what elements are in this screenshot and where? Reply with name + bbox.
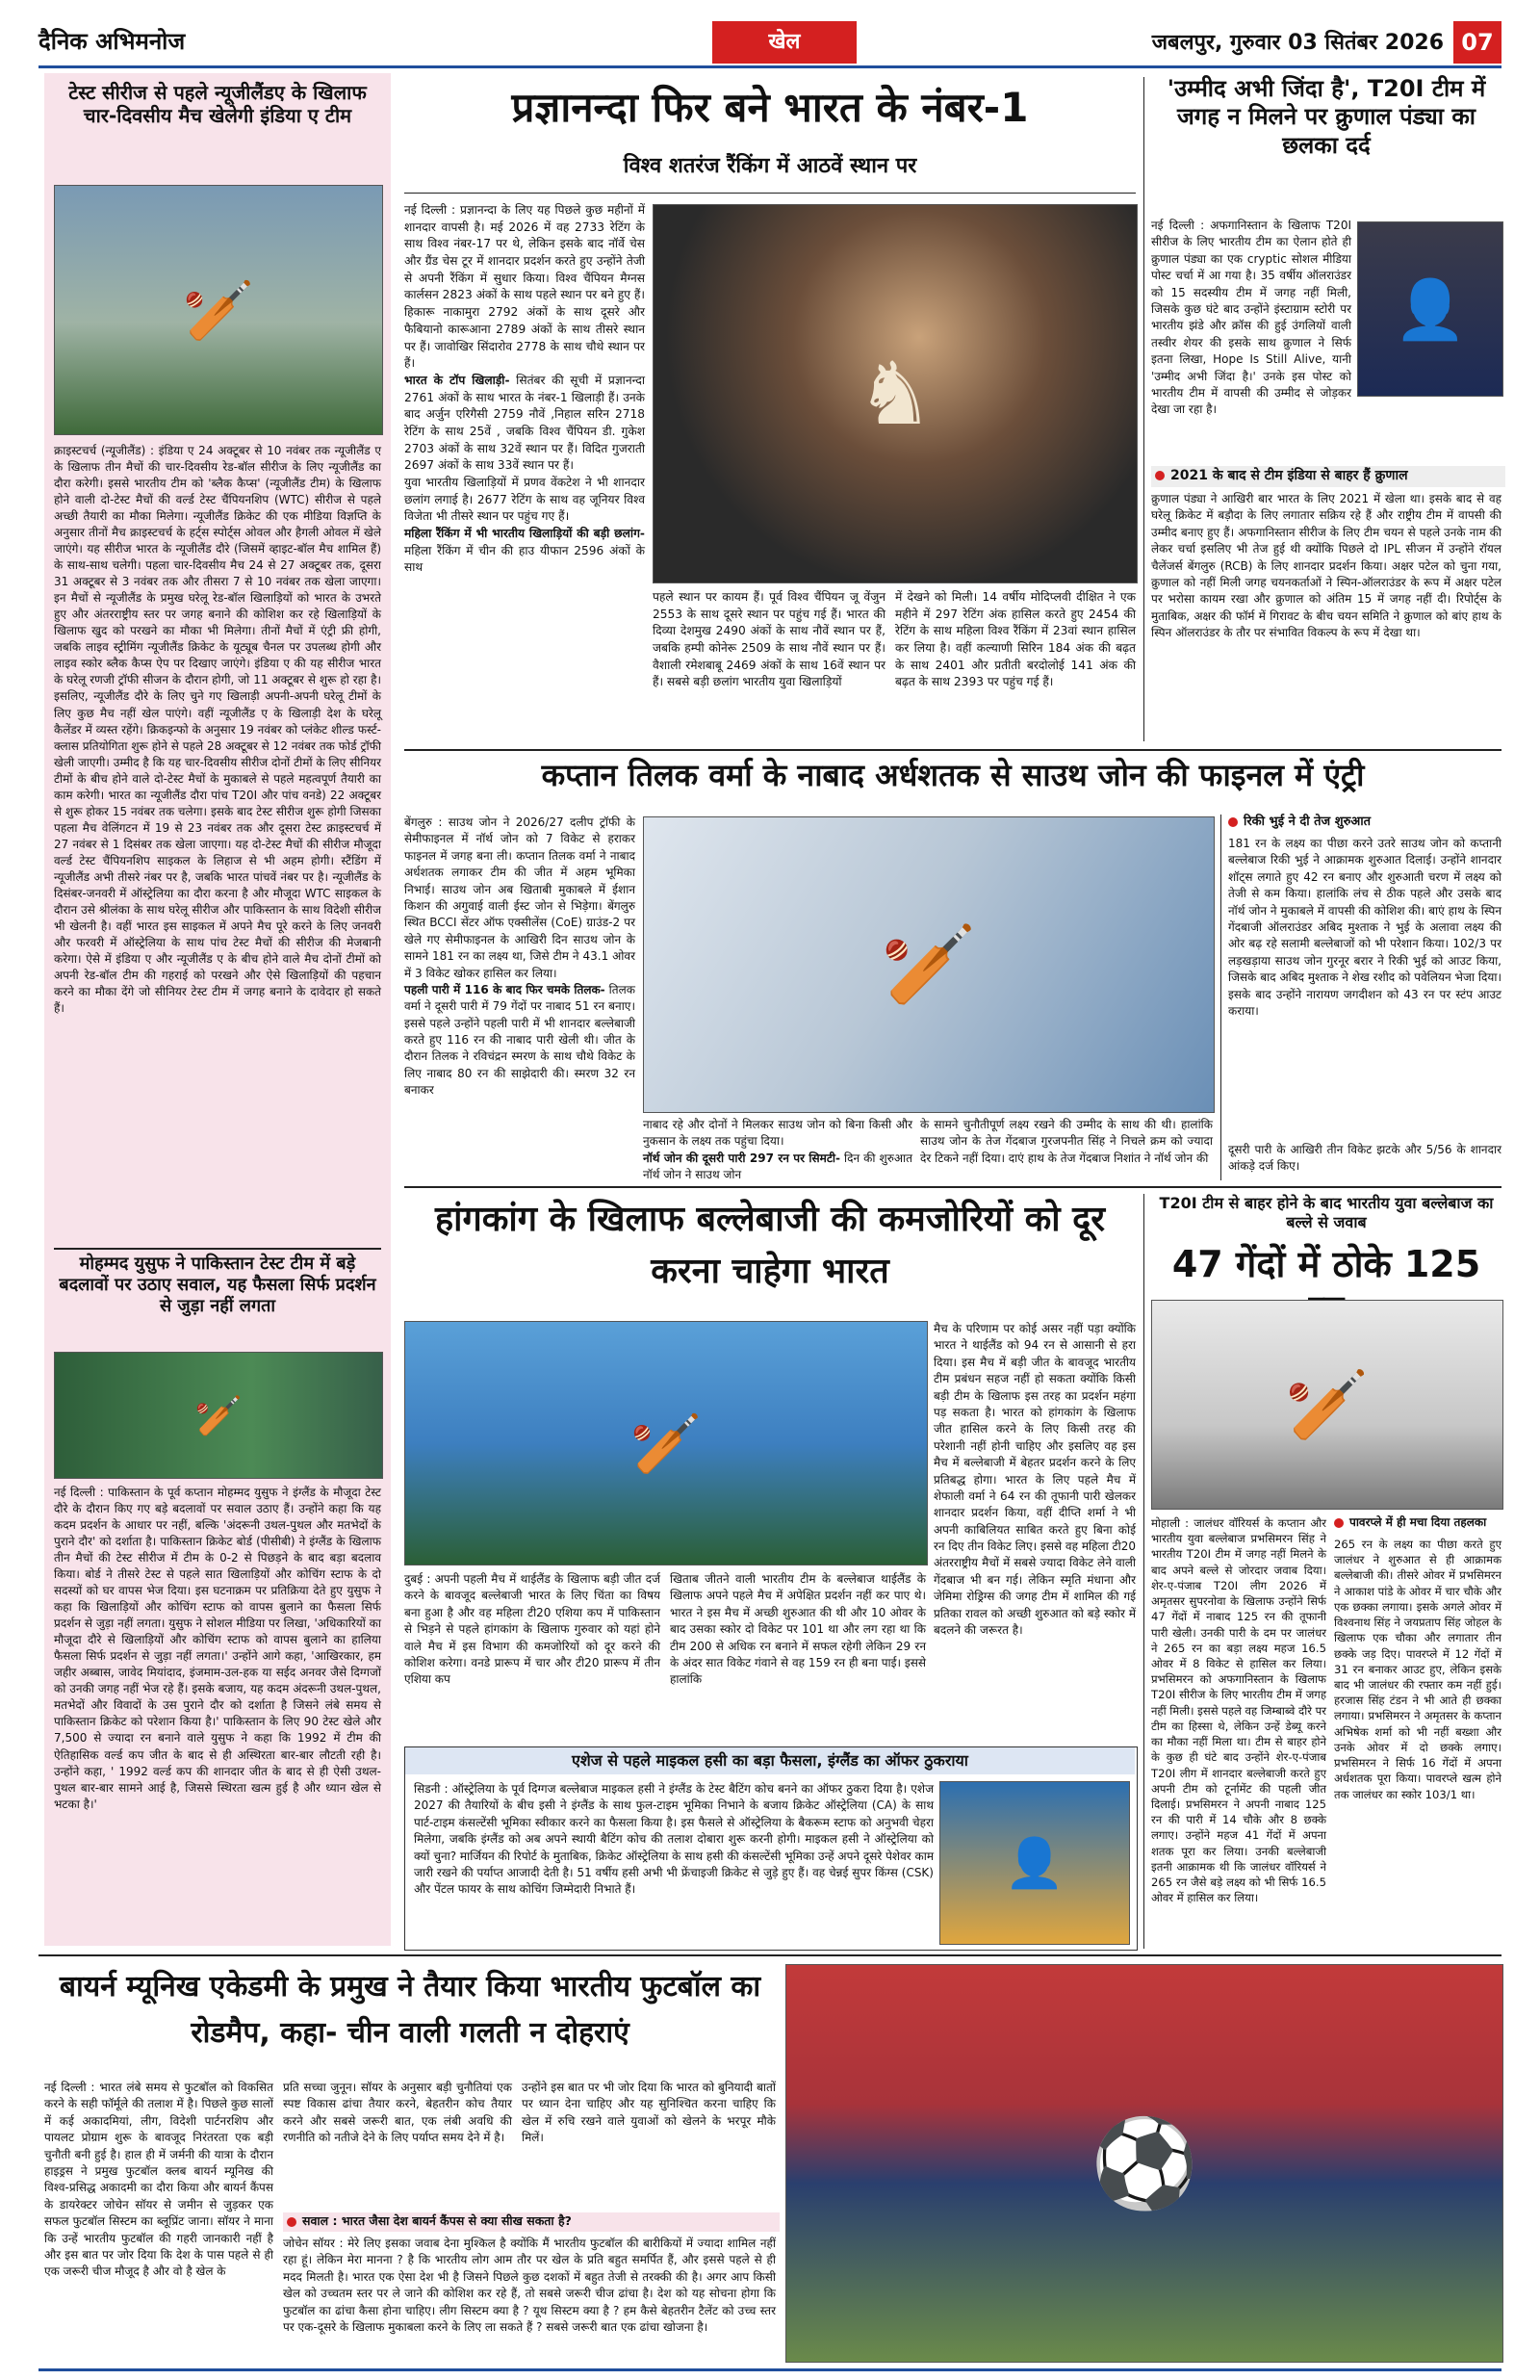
krunal-headline: 'उम्मीद अभी जिंदा है', T20I टीम में जगह न मिलने पर क्रुणाल पंड्या का छलका दर्द <box>1167 75 1486 159</box>
bullet-icon <box>1334 1518 1344 1528</box>
krunal-body2: क्रुणाल पंड्या ने आखिरी बार भारत के लिए 2021 में खेला था। इसके बाद से वह घरेलू क्रिकेट में बड़ौदा के लिए लगातार सक्रिय रहे हैं और राष्ट्रीय टीम में वापसी की उम्मीद बनाए हुए हैं। अफगानिस्तान सीरीज के लिए टीम चयन से पहले उनके नाम की लेकर चर्चा इसलिए भी तेज हुई थी क्योंकि पिछले दो IPL सीजन में उन्होंने रॉयल चैलेंजर्स बेंगलुरु (RCB) के लिए शानदार प्रदर्शन किया। अक्षर पटेल को चुना गया, क्रुणाल को नहीं मिली जगह चयनकर्ताओं ने स्पिन-ऑलराउंडर के रूप में अक्षर पटेल पर भरोसा कायम रखा और क्रुणाल को अंतिम 15 में जगह नहीं दी। रिपोर्ट्स के मुताबिक, अक्षर की फॉर्म में गिरावट के बीच चयन समिति ने क्रुणाल को बांए हाथ के स्पिन ऑलराउंडर के तौर पर संभावित विकल्प के रूप में देखा था। <box>1151 492 1502 640</box>
krunal-photo <box>1357 221 1503 397</box>
bayern-qa-subhead: सवाल : भारत जैसा देश बायर्न कैंपस से क्या सीख सकता है? <box>283 2212 780 2232</box>
tilak-right-body: 181 रन के लक्ष्य का पीछा करने उतरे साउथ जोन को कप्तानी बल्लेबाज रिकी भुई ने आक्रामक शुरुआत दिलाई। उन्होंने शानदार शॉट्स लगाते हुए 42 रन बनाए और शुरुआती चरण में लक्ष्य को तेजी से कम किया। हालांकि लंच से ठीक पहले और उसके बाद नॉर्थ जोन ने मुकाबले में वापसी की कोशिश की। बाएं हाथ के स्पिन गेंदबाजी ऑलराउंडर अबिद मुश्ताक ने भुई के अलावा लक्ष्य की ओर बढ़ रहे सलामी बल्लेबाजों को भी परेशान किया। 102/3 पर लड़खड़ाया साउथ जोन गुरनूर बरार ने रिकी भुई को आउट किया, जिसके बाद अबिद मुश्ताक ने शेख रशीद को पवेलियन भेजा दिया। इसके बाद उन्होंने नारायण जगदीशन को 43 रन पर स्टंप आउट कराया। <box>1228 837 1502 1018</box>
bullet-icon <box>1228 817 1238 827</box>
section-label: खेल <box>712 21 857 64</box>
prabh-right-subhead: पावरप्ले में ही मचा दिया तहलका <box>1334 1515 1502 1535</box>
prabhsimran-photo <box>1151 1300 1503 1510</box>
hk-headline: हांगकांग के खिलाफ बल्लेबाजी की कमजोरियों को दूर करना चाहेगा भारत <box>435 1200 1105 1291</box>
tilak-col1: बेंगलुरु : साउथ जोन ने 2026/27 दलीप ट्रॉफी के सेमीफाइनल में नॉर्थ जोन को 7 विकेट से हराकर फाइनल में जगह बना ली। कप्तान तिलक वर्मा ने नाबाद अर्धशतक लगाकर टीम की जीत में अहम भूमिका निभाई। साउथ जोन अब खिताबी मुकाबले में ईशान किशन की अगुवाई वाली ईस्ट जोन से भिड़ेगा। बेंगलुरु स्थित BCCI सेंटर ऑफ एक्सीलेंस (CoE) ग्राउंड-2 पर खेले गए सेमीफाइनल के आखिरी दिन साउथ जोन के सामने 181 रन का लक्ष्य था, जिसे टीम ने 43.1 ओवर में 3 विकेट खोकर हासिल कर लिया। पहली पारी में 116 के बाद फिर चमके तिलक- तिलक वर्मा ने दूसरी पारी में 79 गेंदों पर नाबाद 51 रन बनाए। इससे पहले उन्होंने पहली पारी में भी शानदार बल्लेबाजी करते हुए 116 रन की नाबाद पारी खेली थी। जीत के दौरान तिलक ने रविचंद्रन स्मरण के साथ चौथे विकेट के लिए नाबाद 80 रन की साझेदारी की। स्मरण 32 रन बनाकर <box>404 815 635 1098</box>
cricket-players-icon: 🏏 <box>194 1393 243 1438</box>
dateline: जबलपुर, गुरुवार 03 सितंबर 2026 <box>1151 31 1444 55</box>
hussey-photo <box>939 1781 1130 1945</box>
nz-headline: टेस्ट सीरीज से पहले न्यूजीलैंडए के खिलाफ चार-दिवसीय मैच खेलेगी इंडिया ए टीम <box>68 81 367 128</box>
masthead <box>38 21 1502 68</box>
prabh-headline: 47 गेंदों में ठोके 125 <box>1171 1243 1481 1285</box>
tilak-right-body2: दूसरी पारी के आखिरी तीन विकेट झटके और 5/56 के शानदार आंकड़े दर्ज किए। <box>1228 1143 1502 1174</box>
cricket-team-icon: 🏏 <box>182 276 255 345</box>
football-icon: ⚽ <box>1090 2112 1199 2214</box>
page-number: 07 <box>1453 21 1502 64</box>
tilak-col2: नाबाद रहे और दोनों ने मिलकर साउथ जोन को बिना किसी और नुकसान के लक्ष्य तक पहुंचा दिया। नॉर्थ जोन की दूसरी पारी 297 रन पर सिमटी- दिन की शुरुआत नॉर्थ जोन ने साउथ जोन <box>643 1118 912 1182</box>
tilak-photo <box>643 816 1215 1113</box>
tilak-headline: कप्तान तिलक वर्मा के नाबाद अर्धशतक से साउथ जोन की फाइनल में एंट्री <box>541 757 1365 793</box>
nz-team-photo <box>54 185 383 435</box>
prabh-kicker: T20I टीम से बाहर होने के बाद भारतीय युवा बल्लेबाज का बल्ले से जवाब <box>1159 1194 1494 1231</box>
pragg-subheadline: विश्व शतरंज रैंकिंग में आठवें स्थान पर <box>623 154 917 178</box>
bayern-headline: बायर्न म्यूनिख एकेडमी के प्रमुख ने तैयार किया भारतीय फुटबॉल का रोडमैप, कहा- चीन वाली गलती न दोहराएं <box>59 1970 761 2050</box>
cricket-bat-icon: 🏏 <box>1285 1364 1370 1444</box>
women-players-icon: 🏏 <box>629 1410 703 1478</box>
krunal-subhead: 2021 के बाद से टीम इंडिया से बाहर हैं क्रुणाल <box>1151 466 1505 487</box>
chess-piece-icon: ♞ <box>856 343 935 445</box>
bullet-icon <box>1155 471 1165 480</box>
tilak-col3: के सामने चुनौतीपूर्ण लक्ष्य रखने की उम्मीद के साथ की थी। हालांकि साउथ जोन के तेज गेंदबाज गुरजपनीत सिंह ने निचले क्रम को ज्यादा देर टिकने नहीं दिया। दाएं हाथ के तेज गेंदबाज निशांत ने नॉर्थ जोन की <box>920 1118 1213 1165</box>
hussey-headline: एशेज से पहले माइकल हसी का बड़ा फैसला, इंग्लैंड का ऑफर ठुकराया <box>405 1747 1135 1774</box>
women-cricket-photo <box>404 1321 928 1565</box>
hk-col3: मैच के परिणाम पर कोई असर नहीं पड़ा क्योंकि भारत ने थाईलैंड को 94 रन से आसानी से हरा दिया। इस मैच में बड़ी जीत के बावजूद भारतीय टीम प्रबंधन सहज नहीं हो सकता क्योंकि किसी बड़ी टीम के खिलाफ इस तरह का प्रदर्शन महंगा पड़ सकता है। भारत को हांगकांग के खिलाफ जीत हासिल करने के लिए किसी तरह की परेशानी नहीं होनी चाहिए और इसलिए वह इस मैच में बल्लेबाजी में बेहतर प्रदर्शन करने के लिए प्रतिबद्ध होगा। भारत के लिए पहले मैच में शेफाली वर्मा ने 64 रन की तूफानी पारी खेलकर शानदार प्रदर्शन किया, वहीं दीप्ति शर्मा ने भी अपनी काबिलियत साबित करते हुए बिना कोई रन दिए तीन विकेट लिए। इससे वह महिला टी20 अंतरराष्ट्रीय मैचों में सबसे ज्यादा विकेट लेने वाली गेंदबाज भी बन गई। लेकिन स्मृति मंधाना और जेमिमा रोड्रिग्स की जगह टीम में शामिल की गई प्रतिका रावल को अच्छी शुरुआत को बड़े स्कोर में बदलने की जरूरत है। <box>934 1322 1136 1638</box>
football-team-photo <box>785 1964 1503 2363</box>
pragg-col3: में देखने को मिली। 14 वर्षीय मोदिप्लवी दीक्षित ने एक महीने में 297 रेटिंग अंक हासिल करते हुए 2454 की रेटिंग के साथ महिला विश्व रैंकिंग में 23वां स्थान हासिल कर लिया है। वहीं कल्याणी सिरिन 184 अंक की बढ़त के साथ 2401 और प्रतीती बरदोलोई 141 अंक की बढ़त के साथ 2393 पर पहुंच गई हैं। <box>895 590 1136 689</box>
bayern-col1: नई दिल्ली : भारत लंबे समय से फुटबॉल को विकसित करने के सही फॉर्मूले की तलाश में है। पिछले कुछ सालों में कई अकादमियां, लीग, विदेशी पार्टनरशिप और पायलट प्रोग्राम शुरू के बावजूद निरंतरता एक बड़ी चुनौती बनी हुई है। हाल ही में जर्मनी की यात्रा के दौरान हाइड्रस ने प्रमुख फुटबॉल क्लब बायर्न म्यूनिख की विश्व-प्रसिद्ध अकादमी का दौरा किया और बायर्न कैंपस के डायरेक्टर जोचेन सॉयर से जमीन से जुड़कर एक सफल फुटबॉल सिस्टम का ब्लूप्रिंट जाना। सॉयर ने माना कि उन्हें भारतीय फुटबॉल की गहरी जानकारी नहीं है और इस बात पर जोर दिया कि देश के पास पहले से ही एक जरूरी चीज मौजूद है और वो है खेल के <box>44 2081 273 2279</box>
yusuf-headline: मोहम्मद युसुफ ने पाकिस्तान टेस्ट टीम में बड़े बदलावों पर उठाए सवाल, यह फैसला सिर्फ प्रदर्शन से जुड़ा नहीं लगता <box>59 1254 376 1316</box>
pakistan-team-photo <box>54 1352 383 1479</box>
krunal-body: नई दिल्ली : अफगानिस्तान के खिलाफ T20I सीरीज के लिए भारतीय टीम का ऐलान होते ही क्रुणाल पंड्या का एक cryptic सोशल मीडिया पोस्ट चर्चा में आ गया है। 35 वर्षीय ऑलराउंडर को 15 सदस्यीय टीम में जगह नहीं मिली, जिसके कुछ घंटे बाद उन्होंने इंस्टाग्राम स्टोरी पर भारतीय झंडे और क्रॉस की हुई उंगलियों वाली तस्वीर शेयर की इसके साथ क्रुणाल ने सिर्फ इतना लिखा, Hope Is Still Alive, यानी 'उम्मीद अभी जिंदा है।' उनके इस पोस्ट को भारतीय टीम में वापसी की उम्मीद से जोड़कर देखा जा रहा है। <box>1151 219 1351 417</box>
hk-col2: खिताब जीतने वाली भारतीय टीम के बल्लेबाज थाईलैंड के खिलाफ अपने पहले मैच में अपेक्षित प्रदर्शन नहीं कर पाए थे। भारत ने इस मैच में अच्छी शुरुआत की थी और 10 ओवर के बाद उसका स्कोर दो विकेट पर 101 था और लग रहा था कि टीम 200 से अधिक रन बनाने में सफल रहेगी लेकिन 29 रन के अंदर सात विकेट गंवाने से वह 159 रन ही बना पाई। इससे हालांकि <box>670 1572 926 1687</box>
tilak-right-subhead: रिकी भुई ने दी तेज शुरुआत <box>1228 815 1502 834</box>
bayern-col2: प्रति सच्चा जुनून। सॉयर के अनुसार बड़ी चुनौतियां एक स्पष्ट विकास ढांचा तैयार करने, बेहतरीन कोच तैयार करने और सबसे जरूरी बात, एक लंबी अवधि की रणनीति को नतीजे देने के लिए पर्याप्त समय देने में है। <box>283 2081 512 2145</box>
newspaper-logo: दैनिक अभिमनोज <box>38 28 186 55</box>
pragg-col2: पहले स्थान पर कायम हैं। पूर्व विश्व चैंपियन जू वेंजुन 2553 के साथ दूसरे स्थान पर पहुंच गई हैं। भारत की दिव्या देशमुख 2490 अंकों के साथ नौवें स्थान पर हैं, जबकि हम्पी कोनेरू 2509 के साथ नौवें स्थान पर हैं। वैशाली रमेशबाबू 2469 अंकों के साथ 16वें स्थान पर हैं। सबसे बड़ी छलांग भारतीय युवा खिलाड़ियों <box>653 590 886 689</box>
bayern-col3: उन्होंने इस बात पर भी जोर दिया कि भारत को बुनियादी बातों पर ध्यान देना चाहिए और यह सुनिश्चित करना चाहिए कि खेल में रुचि रखने वाले युवाओं को खेलने के भरपूर मौके मिलें। <box>522 2081 776 2145</box>
pragg-photo <box>653 204 1138 583</box>
hk-col1: दुबई : अपनी पहली मैच में थाईलैंड के खिलाफ बड़ी जीत दर्ज करने के बावजूद बल्लेबाजी भारत के लिए चिंता का विषय बना हुआ है और वह महिला टी20 एशिया कप में पाकिस्तान से भिड़ने से पहले हांगकांग के खिलाफ गुरुवार को यहां होने वाले मैच में इस विभाग की कमजोरियों को दूर करने की कोशिश करेगा। वनडे प्रारूप में चार और टी20 प्रारूप में तीन एशिया कप <box>404 1572 660 1687</box>
cricket-bat-icon: 🏏 <box>881 919 977 1009</box>
pragg-headline: प्रज्ञानन्दा फिर बने भारत के नंबर-1 <box>511 84 1029 131</box>
person-icon: 👤 <box>1394 275 1467 344</box>
nz-story-body: क्राइस्टचर्च (न्यूजीलैंड) : इंडिया ए 24 अक्टूबर से 10 नवंबर तक न्यूजीलैंड ए के खिलाफ तीन मैचों की चार-दिवसीय रेड-बॉल सीरीज के लिए न्यूजीलैंड का दौरा करेगी। इससे भारतीय टीम को 'ब्लैक कैप्स' (न्यूजीलैंड टीम) के खिलाफ होने वाली दो-टेस्ट मैचों की वर्ल्ड टेस्ट चैंपियनशिप (WTC) सीरीज से पहले अच्छी तैयारी का मौका मिलेगा। न्यूजीलैंड क्रिकेट की एक मीडिया विज्ञप्ति के अनुसार तीनों मैच क्राइस्टचर्च के हर्ट्स स्पोर्ट्स ओवल और हैगली ओवल में खेले जाएंगे। यह सीरीज भारत के न्यूजीलैंड दौरे (जिसमें व्हाइट-बॉल मैच शामिल हैं) के साथ-साथ चलेगी। पहला चार-दिवसीय मैच 24 से 27 अक्टूबर तक, दूसरा 31 अक्टूबर से 3 नवंबर तक और तीसरा 7 से 10 नवंबर तक खेला जाएगा। इन मैचों से न्यूजीलैंड के प्रमुख घरेलू रेड-बॉल खिलाड़ियों को भारत के उभरते हुए और अंतरराष्ट्रीय स्तर पर जगह बनाने की कोशिश कर रहे खिलाड़ियों के खिलाफ खुद को परखने का मौका भी मिलेगा। तीनों मैचों में एंट्री फ्री होगी, जबकि लाइव स्ट्रीमिंग न्यूजीलैंड क्रिकेट के यूट्यूब चैनल पर उपलब्ध होगी और लाइव स्कोर ब्लैक कैप्स ऐप पर दिखाए जाएंगे। इंडिया ए की यह सीरीज भारत के घरेलू रणजी ट्रॉफी सीजन के दौरान होगी, जो 11 अक्टूबर से शुरू हो रहा है। इसलिए, न्यूजीलैंड दौरे के लिए चुने गए खिलाड़ी अपनी-अपनी घरेलू टीमों के लिए कुछ मैच नहीं खेल पाएंगे। वहीं न्यूजीलैंड ए के खिलाड़ी देश के घरेलू कैलेंडर में व्यस्त रहेंगे। क्रिकइन्फो के अनुसार 19 नवंबर को प्लंकेट शील्ड फर्स्ट-क्लास प्रतियोगिता शुरू होने से पहले 28 अक्टूबर से 12 नवंबर तक फोर्ड ट्रॉफी खेली जाएगी। उम्मीद है कि यह चार-दिवसीय सीरीज दोनों टीमों के लिए सीनियर टीमों के बीच होने वाले दो-टेस्ट मैचों के मुकाबले से पहले महत्वपूर्ण तैयारी का काम करेगी। भारत का न्यूजीलैंड दौरा पांच T20I और पांच वनडे) 22 अक्टूबर से शुरू होकर 15 नवंबर तक चलेगा। इसके बाद टेस्ट सीरीज शुरू होगी जिसका पहला मैच वेलिंगटन में 19 से 23 नवंबर तक और दूसरा टेस्ट क्राइस्टचर्च में 27 नवंबर से 1 दिसंबर तक खेला जाएगा। यह दो-टेस्ट मैचों की सीरीज मौजूदा वर्ल्ड टेस्ट चैंपियनशिप साइकल के लिहाज से भी अहम होगी। स्टैंडिंग में न्यूजीलैंड अभी तीसरे नंबर पर है, जबकि भारत पांचवें नंबर पर है। न्यूजीलैंड के दिसंबर-जनवरी में ऑस्ट्रेलिया का दौरा करना है और मौजूदा WTC साइकल के दौरान उसे श्रीलंका के साथ घरेलू सीरीज और पाकिस्तान के साथ विदेशी सीरीज भी खेलनी है। वहीं भारत इस साइकल में अपने मैच पूरे करने के लिए जनवरी और फरवरी में ऑस्ट्रेलिया के साथ पांच टेस्ट मैचों की सीरीज की मेजबानी करेगा। ऐसे में इंडिया ए और न्यूजीलैंड ए के बीच होने वाले मैच दोनों टीमों को अपनी रेड-बॉल टीम की गहराई को परखने और ऐसे खिलाड़ियों की पहचान करने का मौका देंगे जो सीनियर टेस्ट टीम में जगह बनाने के दावेदार हो सकते हैं। <box>54 444 381 1016</box>
hussey-body: सिडनी : ऑस्ट्रेलिया के पूर्व दिग्गज बल्लेबाज माइकल हसी ने इंग्लैंड के टेस्ट बैटिंग कोच बनने का ऑफर ठुकरा दिया है। एशेज 2027 की तैयारियों के बीच इसी ने इंग्लैंड के साथ फुल-टाइम भूमिका निभाने के बजाय क्रिकेट ऑस्ट्रेलिया (CA) के साथ पार्ट-टाइम कंसल्टेंसी भूमिका स्वीकार करने का फैसला किया है। इस फैसले से ऑस्ट्रेलिया के बैकरूम स्टाफ को अनुभवी चेहरा मिलेगा, जबकि इंग्लैंड को अब अपने स्थायी बैटिंग कोच की तलाश दोबारा शुरू करनी होगी। माइकल हसी ने ऑस्ट्रेलिया को क्यों चुना? मार्जियन की रिपोर्ट के मुताबिक, क्रिकेट ऑस्ट्रेलिया के साथ हसी की कंसल्टेंसी भूमिका उन्हें अपने दूसरे पेशेवर काम जारी रखने की पर्याप्त आजादी देती है। 51 वर्षीय हसी अभी भी फ्रेंचाइजी क्रिकेट से जुड़े हुए हैं। वह चेन्नई सुपर किंग्स (CSK) और पेंटल फायर के साथ कोचिंग जिम्मेदारी निभाते हैं। <box>414 1782 934 1897</box>
yusuf-story-body: नई दिल्ली : पाकिस्तान के पूर्व कप्तान मोहम्मद युसुफ ने इंग्लैंड के मौजूदा टेस्ट दौरे के दौरान किए गए बड़े बदलावों पर सवाल उठाए हैं। उन्होंने कहा कि यह कदम प्रदर्शन के आधार पर नहीं, बल्कि 'अंदरूनी उथल-पुथल और मतभेदों के पुराने दौर' को दर्शाता है। पाकिस्तान क्रिकेट बोर्ड (पीसीबी) ने इंग्लैंड के खिलाफ तीन मैचों की टेस्ट सीरीज में टीम के 0-2 से पिछड़ने के बाद बड़ा बदलाव किया। बोर्ड ने तीसरे टेस्ट से पहले सात खिलाड़ियों और कोचिंग स्टाफ के दो सदस्यों को घर वापस भेज दिया। इस घटनाक्रम पर प्रतिक्रिया देते हुए युसुफ ने कहा कि खिलाड़ियों और कोचिंग स्टाफ को वापस बुलाने का फैसला सिर्फ प्रदर्शन से जुड़ा नहीं लगता। युसुफ ने सोशल मीडिया पर लिखा, 'अधिकारियों का मौजूदा दौरे से खिलाड़ियों और कोचिंग स्टाफ को वापस बुलाने का हालिया फैसला सिर्फ प्रदर्शन से जुड़ा नहीं लगता।' उन्होंने आगे कहा, 'आखिरकार, हम जहीर अब्बास, जावेद मियांदाद, इंजमाम-उल-हक या सईद अनवर जैसे दिग्गजों को उनकी जगह नहीं भेज रहे हैं। इसके बजाय, यह कदम अंदरूनी उथल-पुथल, मतभेदों और विवादों के उस पुराने दौर को दर्शाता है जिसने लंबे समय से पाकिस्तान क्रिकेट को परेशान किया है।' पाकिस्तान के लिए 90 टेस्ट खेले और 7,500 से ज्यादा रन बनाने वाले युसुफ ने कहा कि 1992 में टीम की ऐतिहासिक वर्ल्ड कप जीत के बाद से ही अस्थिरता बार-बार लौटती रही है। उन्होंने कहा, ' 1992 वर्ल्ड कप की शानदार जीत के बाद से ही ऐसी उथल-पुथल बार-बार सामने आई है, जिससे स्थिरता खत्म हुई है और ध्यान खेल से भटका है।' <box>54 1486 381 1811</box>
prabh-right-body: 265 रन के लक्ष्य का पीछा करते हुए जालंधर ने शुरुआत से ही आक्रामक बल्लेबाजी की। तीसरे ओवर में प्रभसिमरन ने आकाश पांडे के ओवर में चार चौके और एक छक्का लगाया। इसके अगले ओवर में विश्वनाथ सिंह ने जयप्रताप सिंह जोहल के खिलाफ एक चौका और लगातार तीन छक्के जड़ दिए। पावरप्ले में 12 गेंदों में 31 रन बनाकर आउट हुए, लेकिन इसके बाद भी जालंधर की रफ्तार कम नहीं हुई। हरजास सिंह टंडन ने भी आते ही छक्का लगाया। प्रभसिमरन ने अमृतसर के कप्तान अभिषेक शर्मा को भी नहीं बख्शा और उनके ओवर में दो छक्के लगाए। प्रभसिमरन ने सिर्फ 16 गेंदों में अपना अर्धशतक पूरा किया। पावरप्ले खत्म होने तक जालंधर का स्कोर 103/1 था। <box>1334 1538 1502 1801</box>
person-icon: 👤 <box>1004 1834 1065 1891</box>
prabh-col1: मोहाली : जालंधर वॉरियर्स के कप्तान और भारतीय युवा बल्लेबाज प्रभसिमरन सिंह ने भारतीय T20I टीम में जगह नहीं मिलने के बाद अपने बल्ले से जोरदार जवाब दिया। शेर-ए-पंजाब T20I लीग 2026 में अमृतसर सुपरनोवा के खिलाफ उन्होंने सिर्फ 47 गेंदों में नाबाद 125 रन की तूफानी पारी खेली। उनकी पारी के दम पर जालंधर ने 265 रन का बड़ा लक्ष्य महज 16.5 ओवर में 8 विकेट से हासिल कर लिया। प्रभसिमरन को अफगानिस्तान के खिलाफ T20I सीरीज के लिए भारतीय टीम में जगह नहीं मिली। इससे पहले वह जिम्बाब्वे दौरे पर टीम का हिस्सा थे, लेकिन उन्हें डेब्यू करने का मौका नहीं मिला था। टीम से बाहर होने के कुछ ही घंटे बाद उन्होंने शेर-ए-पंजाब T20I लीग में शानदार बल्लेबाजी करते हुए अपनी टीम को टूर्नामेंट की पहली जीत दिलाई। प्रभसिमरन ने अपनी नाबाद 125 रन की पारी में 14 चौके और 8 छक्के लगाए। उन्होंने महज 41 गेंदों में अपना शतक पूरा कर लिया। उनकी बल्लेबाजी इतनी आक्रामक थी कि जालंधर वॉरियर्स ने 265 रन जैसे बड़े लक्ष्य को भी सिर्फ 16.5 ओवर में हासिल कर लिया। <box>1151 1516 1326 1905</box>
pragg-col1: नई दिल्ली : प्रज्ञानन्दा के लिए यह पिछले कुछ महीनों में शानदार वापसी है। मई 2026 में वह 2733 रेटिंग के साथ विश्व नंबर-17 पर थे, लेकिन इसके बाद नॉर्वे चेस और ग्रैंड चेस टूर में शानदार प्रदर्शन करते हुए उन्होंने तेजी से अपनी रैंकिंग में सुधार किया। विश्व चैंपियन मैग्नस कार्लसन 2823 अंकों के साथ पहले स्थान पर बने हुए हैं। हिकारू नाकामुरा 2792 अंकों के साथ दूसरे और फैबियानो कारूआना 2789 अंकों के साथ तीसरे स्थान पर हैं। जावोखिर सिंदारोव 2778 के साथ चौथे स्थान पर हैं। भारत के टॉप खिलाड़ी- सितंबर की सूची में प्रज्ञानन्दा 2761 अंकों के साथ भारत के नंबर-1 खिलाड़ी हैं। उनके बाद अर्जुन एरिगैसी 2759 नौवें ,निहाल सरिन 2718 रेटिंग के साथ 25वें , जबकि विश्व चैंपियन डी. गुकेश 2703 अंकों के साथ 32वें स्थान पर हैं। विदित गुजराती 2697 अंकों के साथ 33वें स्थान पर हैं। युवा भारतीय खिलाड़ियों में प्रणव वेंकटेश ने भी शानदार छलांग लगाई है। 2677 रेटिंग के साथ वह जूनियर विश्व विजेता भी तीसरे स्थान पर पहुंच गए हैं। महिला रैंकिंग में भी भारतीय खिलाड़ियों की बड़ी छलांग- महिला रैंकिंग में चीन की हाउ यीफान 2596 अंकों के साथ <box>404 203 645 575</box>
bullet-icon <box>287 2217 296 2227</box>
bayern-qa-body: जोचेन सॉयर : मेरे लिए इसका जवाब देना मुश्किल है क्योंकि मैं भारतीय फुटबॉल की बारीकियों में ज्यादा शामिल नहीं रहा हूं। लेकिन मेरा मानना ? है कि भारतीय लोग आम तौर पर खेल के प्रति बहुत समर्पित हैं, और इससे पहले से ही मदद मिलती है। भारत एक ऐसा देश भी है जिसने पिछले कुछ दशकों में बहुत तेजी से तरक्की की है। अगर आप किसी खेल को उच्चतम स्तर पर ले जाने की कोशिश कर रहे हैं, तो सबसे जरूरी चीज ढांचा है। देश को यह सोचना होगा कि फुटबॉल का ढांचा कैसा होना चाहिए। लीग सिस्टम क्या है ? यूथ सिस्टम क्या है ? हम कैसे बेहतरीन टैलेंट को उच्च स्तर पर एक-दूसरे के खिलाफ मुकाबला करने के लिए ला सकते हैं ? सबसे जरूरी बात एक ढांचा खोजना है। <box>283 2237 776 2334</box>
